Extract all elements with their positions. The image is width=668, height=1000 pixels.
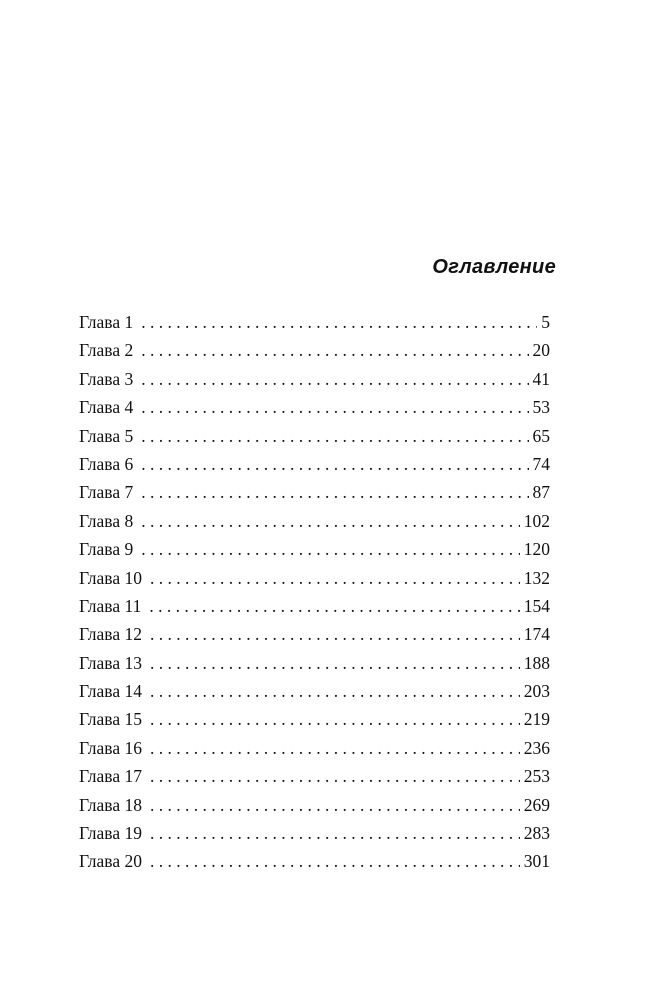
dot-leader <box>150 734 520 762</box>
dot-leader <box>141 308 537 336</box>
toc-entry-page-number: 5 <box>541 312 550 332</box>
dot-leader <box>150 762 520 790</box>
toc-entry-chapter-11[interactable] <box>79 592 550 620</box>
toc-entry-page-number: 253 <box>523 766 550 787</box>
toc-entry-page-number: 74 <box>532 453 550 474</box>
toc-entry-chapter-14[interactable] <box>79 677 550 705</box>
toc-entry-page-number: 120 <box>523 539 550 560</box>
toc-entry-label: Глава 17 <box>79 766 142 787</box>
toc-entry-label: Глава 2 <box>79 340 134 361</box>
toc-entry-label: Глава 16 <box>79 737 142 758</box>
dot-leader <box>141 422 528 450</box>
dot-leader <box>150 791 520 819</box>
dot-leader <box>141 507 520 535</box>
toc-entry-chapter-6[interactable] <box>79 450 550 478</box>
dot-leader <box>141 535 520 563</box>
toc-entry-label: Глава 4 <box>79 397 134 418</box>
toc-entry-page-number: 87 <box>532 482 550 503</box>
dot-leader <box>150 564 520 592</box>
toc-entry-label: Глава 11 <box>79 595 142 616</box>
toc-entry-chapter-3[interactable] <box>79 365 550 393</box>
toc-entry-label: Глава 10 <box>79 567 142 588</box>
toc-entry-chapter-13[interactable] <box>79 649 550 677</box>
toc-entry-label: Глава 8 <box>79 510 134 531</box>
dot-leader <box>150 620 520 648</box>
toc-entry-chapter-20[interactable] <box>79 847 550 875</box>
toc-entry-label: Глава 13 <box>79 652 142 673</box>
dot-leader <box>150 705 520 733</box>
dot-leader <box>150 649 520 677</box>
toc-entry-chapter-7[interactable] <box>79 478 550 506</box>
dot-leader <box>141 336 528 364</box>
toc-entry-label: Глава 7 <box>79 482 134 503</box>
toc-entry-page-number: 65 <box>532 425 550 446</box>
toc-entry-chapter-1[interactable] <box>79 308 550 336</box>
dot-leader <box>141 365 528 393</box>
toc-entry-label: Глава 18 <box>79 794 142 815</box>
toc-entry-page-number: 269 <box>523 794 550 815</box>
toc-entry-label: Глава 5 <box>79 425 134 446</box>
toc-entry-label: Глава 19 <box>79 823 142 844</box>
toc-entry-label: Глава 6 <box>79 453 134 474</box>
toc-entry-page-number: 283 <box>523 823 550 844</box>
toc-entry-page-number: 203 <box>523 681 550 702</box>
toc-entry-page-number: 102 <box>523 510 550 531</box>
toc-entry-label: Глава 14 <box>79 681 142 702</box>
dot-leader <box>141 393 528 421</box>
toc-entry-page-number: 154 <box>523 595 550 616</box>
toc-entry-page-number: 174 <box>523 624 550 645</box>
dot-leader <box>150 677 520 705</box>
toc-entry-page-number: 20 <box>532 340 550 361</box>
toc-entry-label: Глава 3 <box>79 368 134 389</box>
toc-entry-chapter-8[interactable] <box>79 507 550 535</box>
toc-entry-chapter-12[interactable] <box>79 620 550 648</box>
toc-entry-chapter-5[interactable] <box>79 422 550 450</box>
toc-title: Оглавление <box>432 256 556 278</box>
dot-leader <box>150 819 520 847</box>
toc-entry-chapter-17[interactable] <box>79 762 550 790</box>
toc-entry-chapter-16[interactable] <box>79 734 550 762</box>
toc-entry-page-number: 301 <box>523 851 550 872</box>
toc-entry-label: Глава 20 <box>79 851 142 872</box>
dot-leader <box>150 847 520 875</box>
toc-entry-page-number: 132 <box>523 567 550 588</box>
toc-entry-chapter-15[interactable] <box>79 705 550 733</box>
toc-entry-page-number: 236 <box>523 737 550 758</box>
toc-entry-chapter-9[interactable] <box>79 535 550 563</box>
toc-entry-chapter-2[interactable] <box>79 336 550 364</box>
toc-entry-chapter-4[interactable] <box>79 393 550 421</box>
toc-entry-page-number: 188 <box>523 652 550 673</box>
toc-entry-label: Глава 9 <box>79 539 134 560</box>
toc-entry-chapter-19[interactable] <box>79 819 550 847</box>
toc-entry-chapter-10[interactable] <box>79 564 550 592</box>
toc-entry-page-number: 41 <box>532 368 550 389</box>
dot-leader <box>141 450 528 478</box>
toc-entry-chapter-18[interactable] <box>79 791 550 819</box>
toc-entry-page-number: 53 <box>532 397 550 418</box>
dot-leader <box>149 592 519 620</box>
toc-entry-label: Глава 15 <box>79 709 142 730</box>
table-of-contents <box>79 308 550 876</box>
toc-entry-label: Глава 12 <box>79 624 142 645</box>
dot-leader <box>141 478 528 506</box>
toc-entry-label: Глава 1 <box>79 312 134 332</box>
toc-entry-page-number: 219 <box>523 709 550 730</box>
